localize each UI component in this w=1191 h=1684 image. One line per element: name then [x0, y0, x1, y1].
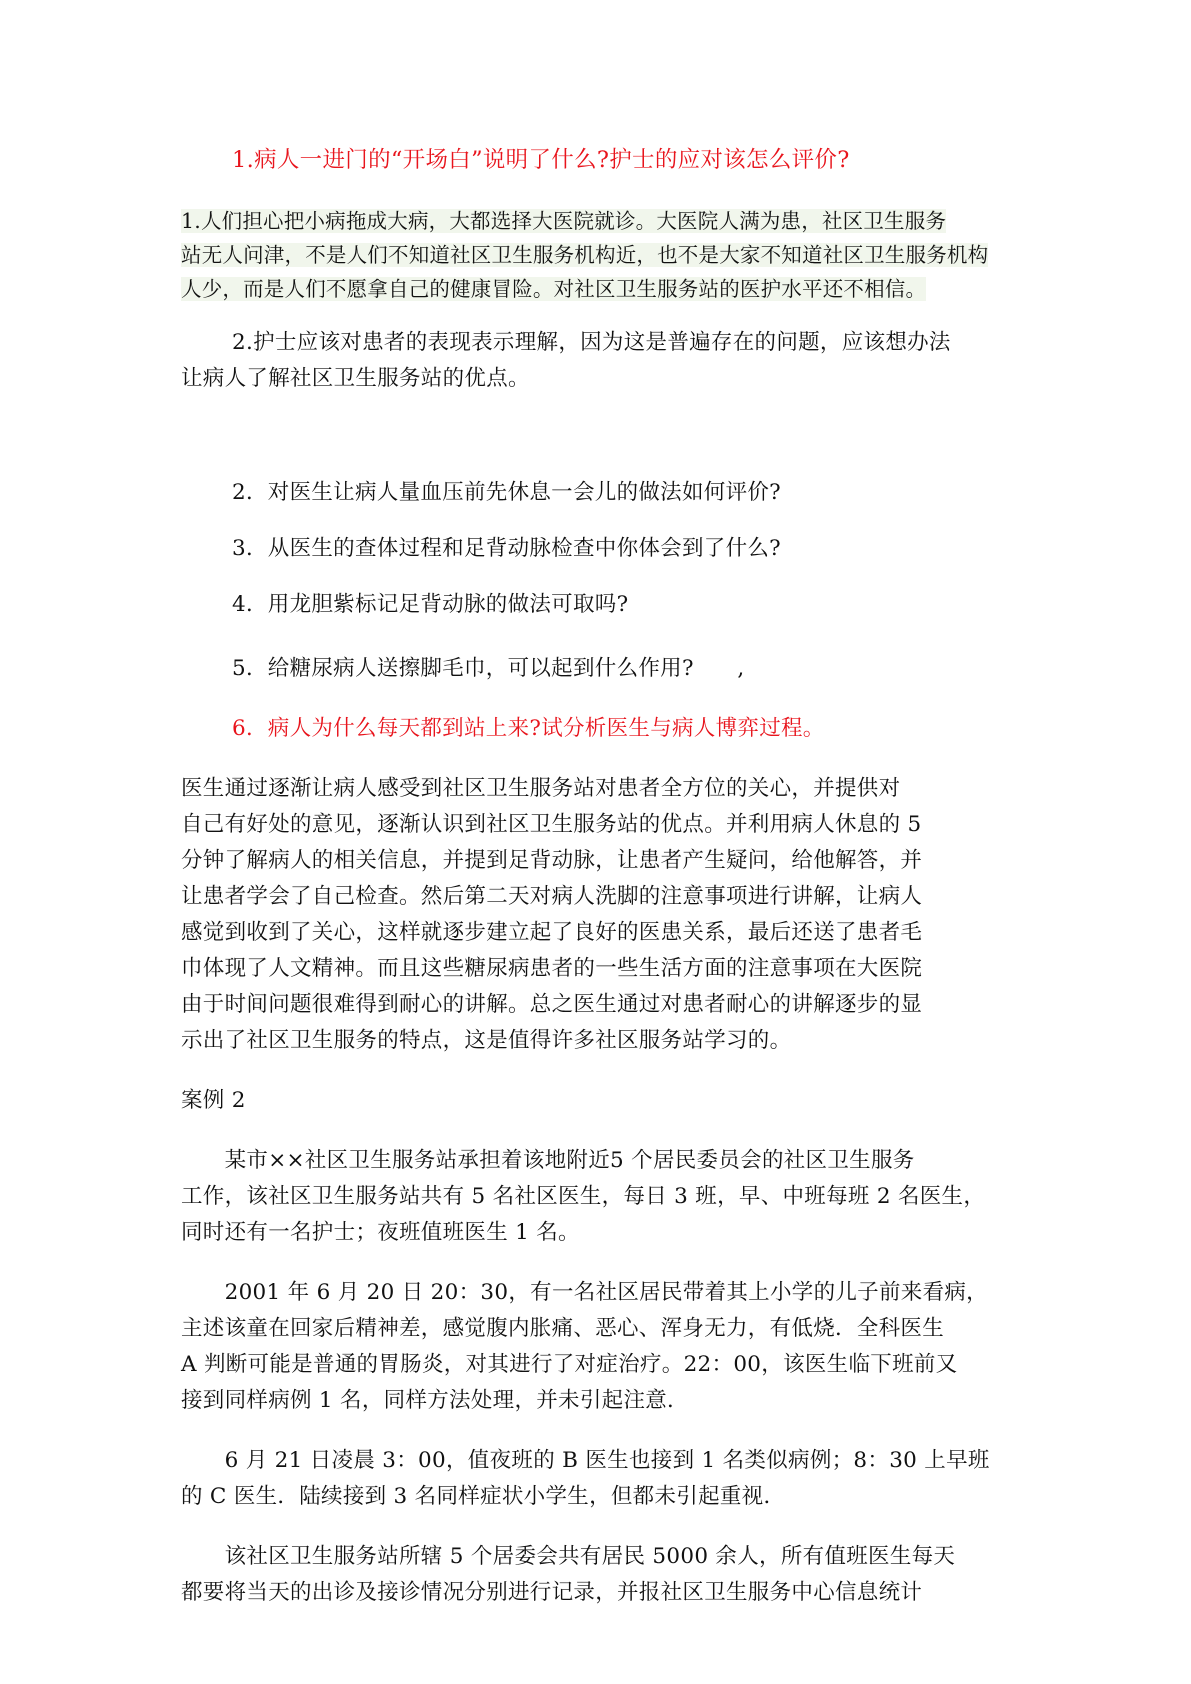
- case-2-paragraph-line: 接到同样病例 1 名，同样方法处理，并未引起注意．: [181, 1388, 689, 1413]
- question-4: 4．用龙胆紫标记足背动脉的做法可取吗?: [232, 592, 629, 617]
- answer-6-line: 分钟了解病人的相关信息，并提到足背动脉，让患者产生疑问，给他解答，并: [181, 848, 923, 873]
- case-2-paragraph-line: 该社区卫生服务站所辖 5 个居委会共有居民 5000 余人，所有值班医生每天: [181, 1544, 956, 1569]
- case-2-paragraph-line: 主述该童在回家后精神差，感觉腹内胀痛、恶心、浑身无力，有低烧．全科医生: [181, 1316, 945, 1341]
- case-2-paragraph-line: A 判断可能是普通的胃肠炎，对其进行了对症治疗。22：00，该医生临下班前又: [181, 1352, 958, 1377]
- case-2-paragraph-line: 某市××社区卫生服务站承担着该地附近5 个居民委员会的社区卫生服务: [181, 1148, 915, 1173]
- answer-1-line: 1.人们担心把小病拖成大病，大都选择大医院就诊。大医院人满为患，社区卫生服务: [181, 209, 947, 233]
- case-2-heading: 案例 2: [181, 1088, 246, 1113]
- case-2-paragraph-line: 工作，该社区卫生服务站共有 5 名社区医生，每日 3 班，早、中班每班 2 名医生，: [181, 1184, 986, 1209]
- answer-1-line: 站无人问津，不是人们不知道社区卫生服务机构近，也不是大家不知道社区卫生服务机构: [181, 243, 989, 267]
- answer-6-line: 巾体现了人文精神。而且这些糖尿病患者的一些生活方面的注意事项在大医院: [181, 956, 923, 981]
- question-1-title: 1.病人一进门的“开场白”说明了什么?护士的应对该怎么评价?: [232, 147, 850, 173]
- case-2-paragraph-line: 2001 年 6 月 20 日 20：30，有一名社区居民带着其上小学的儿子前来看病，: [181, 1280, 988, 1305]
- answer-6-line: 由于时间问题很难得到耐心的讲解。总之医生通过对患者耐心的讲解逐步的显: [181, 992, 923, 1017]
- case-2-paragraph-line: 同时还有一名护士；夜班值班医生 1 名。: [181, 1220, 580, 1245]
- answer-2-line: 2.护士应该对患者的表现表示理解，因为这是普遍存在的问题，应该想办法: [232, 330, 951, 355]
- question-2: 2．对医生让病人量血压前先休息一会儿的做法如何评价?: [232, 480, 782, 505]
- answer-6-line: 自己有好处的意见，逐渐认识到社区卫生服务站的优点。并利用病人休息的 5: [181, 812, 922, 837]
- question-3: 3．从医生的查体过程和足背动脉检查中你体会到了什么?: [232, 536, 782, 561]
- answer-6-line: 医生通过逐渐让病人感受到社区卫生服务站对患者全方位的关心，并提供对: [181, 776, 901, 801]
- case-2-paragraph-line: 6 月 21 日凌晨 3：00，值夜班的 B 医生也接到 1 名类似病例；8：30 上早班: [181, 1448, 990, 1473]
- answer-6-line: 感觉到收到了关心，这样就逐步建立起了良好的医患关系，最后还送了患者毛: [181, 920, 923, 945]
- case-2-paragraph-line: 都要将当天的出诊及接诊情况分别进行记录，并报社区卫生服务中心信息统计: [181, 1580, 923, 1605]
- answer-1-line: 人少，而是人们不愿拿自己的健康冒险。对社区卫生服务站的医护水平还不相信。: [181, 277, 927, 301]
- question-5: 5．给糖尿病人送擦脚毛巾，可以起到什么作用? ,: [232, 656, 745, 681]
- answer-6-line: 示出了社区卫生服务的特点，这是值得许多社区服务站学习的。: [181, 1028, 792, 1053]
- answer-2-line: 让病人了解社区卫生服务站的优点。: [181, 366, 530, 391]
- case-2-paragraph-line: 的 C 医生．陆续接到 3 名同样症状小学生，但都未引起重视．: [181, 1484, 786, 1509]
- answer-6-line: 让患者学会了自己检查。然后第二天对病人洗脚的注意事项进行讲解，让病人: [181, 884, 923, 909]
- question-6: 6．病人为什么每天都到站上来?试分析医生与病人博弈过程。: [232, 716, 825, 741]
